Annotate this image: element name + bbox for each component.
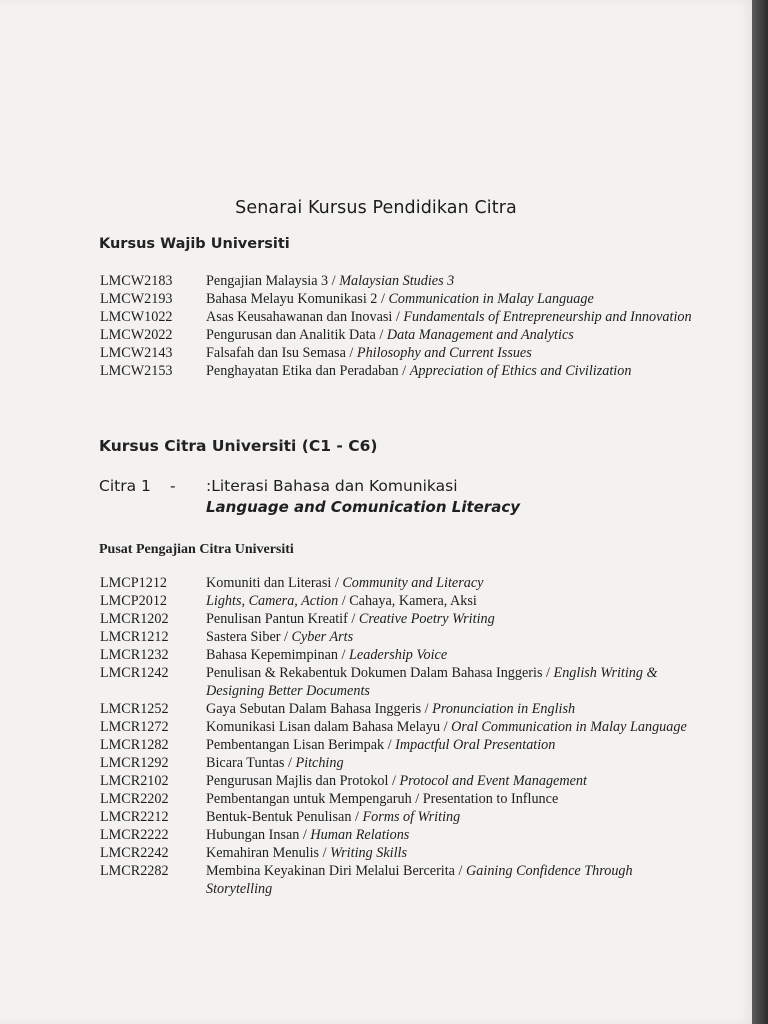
course-name-en: Leadership Voice [349, 647, 448, 663]
course-name-ms: Pengajian Malaysia 3 / [206, 273, 340, 289]
citra1-dash: - [170, 477, 176, 495]
course-name-ms: Falsafah dan Isu Semasa / [206, 345, 357, 361]
course-name-ms: Bahasa Melayu Komunikasi 2 / [206, 291, 389, 307]
course-name-ms: Pengurusan Majlis dan Protokol / [206, 773, 400, 789]
course-name-ms: Sastera Siber / [206, 629, 292, 645]
course-code: LMCR2212 [100, 809, 169, 825]
course-code: LMCW2143 [100, 345, 173, 361]
course-name-ms: Pembentangan untuk Mempengaruh / Presentation to Influnce [206, 791, 559, 807]
course-row [100, 628, 700, 646]
course-row [100, 344, 700, 362]
course-name-en: Forms of Writing [362, 809, 461, 825]
course-name-ms: Komunikasi Lisan dalam Bahasa Melayu / [206, 719, 452, 735]
course-name-en: Human Relations [310, 827, 410, 843]
course-name-en: Appreciation of Ethics and Civilization [409, 363, 632, 379]
course-name-ms: Penulisan & Rekabentuk Dokumen Dalam Bahasa Inggeris / [206, 665, 554, 681]
page-edge [752, 0, 768, 1024]
course-name-ms: Penulisan Pantun Kreatif / [206, 611, 359, 627]
course-name-en: Protocol and Event Management [399, 773, 587, 789]
course-row [100, 700, 700, 718]
course-code: LMCW2153 [100, 363, 173, 379]
course-name-ms: / Cahaya, Kamera, Aksi [338, 593, 477, 609]
course-name-ms: Penghayatan Etika dan Peradaban / [206, 363, 410, 379]
course-row [100, 326, 700, 344]
course-row [100, 718, 700, 736]
course-name-ms: Komuniti dan Literasi / [206, 575, 343, 591]
course-name-en: Oral Communication in Malay Language [451, 719, 687, 735]
course-row [100, 272, 700, 290]
course-name-en: Impactful Oral Presentation [395, 737, 556, 753]
page-title: Senarai Kursus Pendidikan Citra [235, 198, 517, 218]
course-row [100, 362, 700, 380]
course-name-en: English Writing & Designing Better Documents [206, 665, 658, 699]
citra1-code: Citra 1 [99, 477, 151, 495]
course-code: LMCR1272 [100, 719, 169, 735]
course-name-en: Malaysian Studies 3 [339, 273, 455, 289]
course-name-en: Cyber Arts [291, 629, 354, 645]
course-name-ms: Pengurusan dan Analitik Data / [206, 327, 387, 343]
section-heading-citra: Kursus Citra Universiti (C1 - C6) [99, 437, 378, 455]
citra1-title-en: Language and Comunication Literacy [206, 498, 520, 516]
course-code: LMCP1212 [100, 575, 168, 591]
course-row [100, 862, 700, 898]
course-name-en: Pitching [295, 755, 344, 771]
course-code: LMCR2242 [100, 845, 169, 861]
course-row [100, 844, 700, 862]
course-code: LMCR1252 [100, 701, 169, 717]
course-code: LMCR1212 [100, 629, 169, 645]
course-name-ms: Membina Keyakinan Diri Melalui Bercerita / [206, 863, 467, 879]
course-code: LMCR1242 [100, 665, 169, 681]
course-code: LMCR1232 [100, 647, 169, 663]
course-name-en: Gaining Confidence Through Storytelling [206, 863, 633, 897]
course-name-en: Communication in Malay Language [388, 291, 594, 307]
course-row [100, 808, 700, 826]
course-name-ms: Gaya Sebutan Dalam Bahasa Inggeris / [206, 701, 433, 717]
course-name-ms: Hubungan Insan / [206, 827, 311, 843]
course-row [100, 610, 700, 628]
course-name-ms: Bahasa Kepemimpinan / [206, 647, 350, 663]
course-code: LMCR1202 [100, 611, 169, 627]
citra-course-list [100, 574, 700, 898]
center-label: Pusat Pengajian Citra Universiti [99, 542, 294, 557]
course-code: LMCP2012 [100, 593, 168, 609]
course-row [100, 736, 700, 754]
course-row [100, 646, 700, 664]
course-name-ms: Bicara Tuntas / [206, 755, 296, 771]
course-name-ms: Bentuk-Bentuk Penulisan / [206, 809, 363, 825]
section-heading-wajib: Kursus Wajib Universiti [99, 236, 290, 252]
course-name-ms: Pembentangan Lisan Berimpak / [206, 737, 396, 753]
course-code: LMCR2222 [100, 827, 169, 843]
course-row [100, 592, 700, 610]
course-row [100, 772, 700, 790]
course-name-en: Community and Literacy [342, 575, 484, 591]
course-name-en: Pronunciation in English [432, 701, 576, 717]
course-code: LMCR2202 [100, 791, 169, 807]
course-name-en: Creative Poetry Writing [358, 611, 495, 627]
course-code: LMCR2102 [100, 773, 169, 789]
course-name-en: Philosophy and Current Issues [356, 345, 532, 361]
course-name-ms: Asas Keusahawanan dan Inovasi / [206, 309, 404, 325]
course-name-en: Fundamentals of Entrepreneurship and Innovation [403, 309, 692, 325]
course-name-ms: Kemahiran Menulis / [206, 845, 331, 861]
wajib-course-list [100, 272, 700, 380]
course-row [100, 664, 700, 700]
course-row [100, 308, 700, 326]
course-row [100, 790, 700, 808]
course-code: LMCW2022 [100, 327, 173, 343]
course-name-en: Writing Skills [330, 845, 407, 861]
course-code: LMCR1282 [100, 737, 169, 753]
course-row [100, 826, 700, 844]
course-name-en: Lights, Camera, Action [206, 593, 339, 609]
course-row [100, 574, 700, 592]
course-row [100, 754, 700, 772]
course-code: LMCW2183 [100, 273, 173, 289]
course-row [100, 290, 700, 308]
citra1-title: :Literasi Bahasa dan Komunikasi [206, 477, 458, 495]
course-code: LMCR2282 [100, 863, 169, 879]
course-code: LMCW2193 [100, 291, 173, 307]
course-code: LMCW1022 [100, 309, 173, 325]
course-code: LMCR1292 [100, 755, 169, 771]
course-name-en: Data Management and Analytics [386, 327, 574, 343]
